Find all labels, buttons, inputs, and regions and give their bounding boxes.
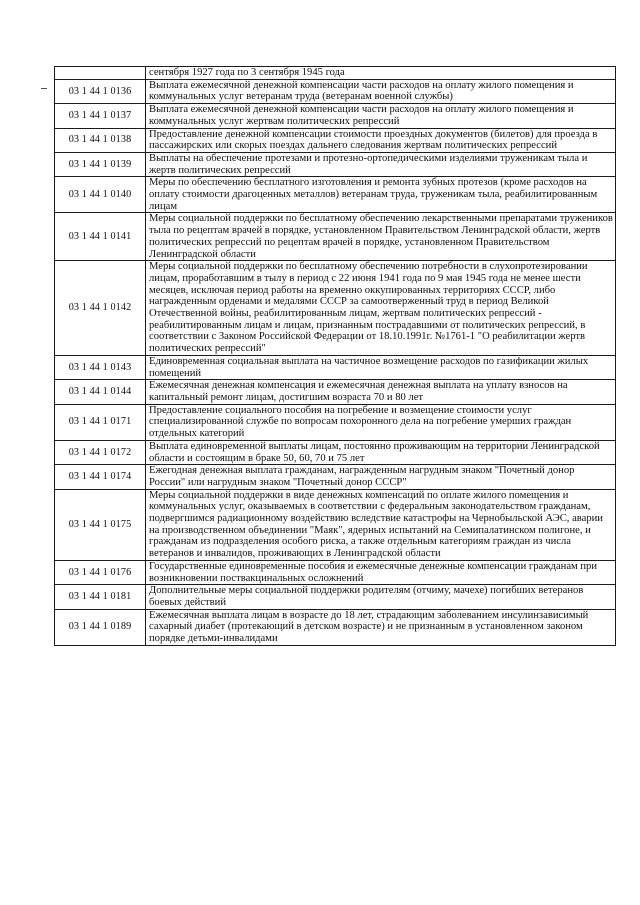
description-cell: Меры социальной поддержки по бесплатному обеспечению потребности в слухопротезировании лицам, проработавшим в тылу в период с 22 июня 1941 года по 9 мая 1945 года не менее шести месяцев, исключая период работы на временно оккупированных территориях СССР, либо награжденным орденами и медалями СССР за самоотверженный труд в период Великой Отечественной войны, реабилитированным лицам, жертвам политических репрессий - реабилитированным лицам и лицам, признанным пострадавшими от политических репрессий, в соответствии с Законом Российской Федерации от 18.10.1991г. №1761-1 "О реабилитации жертв политических репрессий" bbox=[146, 261, 616, 356]
table-row bbox=[55, 355, 616, 379]
scan-mark bbox=[41, 88, 47, 89]
table-row bbox=[55, 261, 616, 356]
code-cell: 03 1 44 1 0136 bbox=[55, 79, 146, 103]
table-row bbox=[55, 585, 616, 609]
code-cell: 03 1 44 1 0174 bbox=[55, 465, 146, 489]
description-cell: Государственные единовременные пособия и ежемесячные денежные компенсации гражданам при возникновении поствакцинальных осложнений bbox=[146, 560, 616, 584]
code-cell: 03 1 44 1 0143 bbox=[55, 355, 146, 379]
budget-code-table bbox=[54, 66, 616, 646]
code-cell bbox=[55, 67, 146, 80]
table-row bbox=[55, 440, 616, 464]
description-cell: Выплата ежемесячной денежной компенсации части расходов на оплату жилого помещения и коммунальных услуг ветеранам труда (ветеранам военной службы) bbox=[146, 79, 616, 103]
description-cell: Выплата ежемесячной денежной компенсации части расходов на оплату жилого помещения и коммунальных услуг жертвам политических репрессий bbox=[146, 104, 616, 128]
table-row bbox=[55, 465, 616, 489]
code-cell: 03 1 44 1 0142 bbox=[55, 261, 146, 356]
code-cell: 03 1 44 1 0181 bbox=[55, 585, 146, 609]
table-row bbox=[55, 79, 616, 103]
table-body bbox=[55, 67, 616, 646]
table-row bbox=[55, 404, 616, 440]
description-cell: Предоставление социального пособия на погребение и возмещение стоимости услуг специализированной службе по вопросам похоронного дела на погребение умерших граждан отдельных категорий bbox=[146, 404, 616, 440]
description-cell: Единовременная социальная выплата на частичное возмещение расходов по газификации жилых помещений bbox=[146, 355, 616, 379]
table-row bbox=[55, 213, 616, 261]
code-cell: 03 1 44 1 0144 bbox=[55, 380, 146, 404]
table-row bbox=[55, 128, 616, 152]
code-cell: 03 1 44 1 0172 bbox=[55, 440, 146, 464]
code-cell: 03 1 44 1 0171 bbox=[55, 404, 146, 440]
description-cell: Ежемесячная выплата лицам в возрасте до 18 лет, страдающим заболеванием инсулинзависимый сахарный диабет (протекающий в детском возрасте) и не признанным в установленном законом порядке детьми-инвалидами bbox=[146, 609, 616, 645]
description-cell: Предоставление денежной компенсации стоимости проездных документов (билетов) для проезда в пассажирских или скорых поездах дальнего следования жертвам политических репрессий bbox=[146, 128, 616, 152]
code-cell: 03 1 44 1 0176 bbox=[55, 560, 146, 584]
table-row bbox=[55, 609, 616, 645]
table-row bbox=[55, 489, 616, 560]
code-cell: 03 1 44 1 0189 bbox=[55, 609, 146, 645]
code-cell: 03 1 44 1 0141 bbox=[55, 213, 146, 261]
code-cell: 03 1 44 1 0140 bbox=[55, 177, 146, 213]
table-row bbox=[55, 104, 616, 128]
description-cell: Выплата единовременной выплаты лицам, постоянно проживающим на территории Ленинградской области и состоящим в браке 50, 60, 70 и 75 лет bbox=[146, 440, 616, 464]
description-cell: сентября 1927 года по 3 сентября 1945 года bbox=[146, 67, 616, 80]
table-row bbox=[55, 560, 616, 584]
code-cell: 03 1 44 1 0138 bbox=[55, 128, 146, 152]
description-cell: Ежемесячная денежная компенсация и ежемесячная денежная выплата на уплату взносов на капитальный ремонт лицам, достигшим возраста 70 и 80 лет bbox=[146, 380, 616, 404]
description-cell: Ежегодная денежная выплата гражданам, награжденным нагрудным знаком "Почетный донор России" или нагрудным знаком "Почетный донор СССР" bbox=[146, 465, 616, 489]
code-cell: 03 1 44 1 0137 bbox=[55, 104, 146, 128]
description-cell: Меры по обеспечению бесплатного изготовления и ремонта зубных протезов (кроме расходов на оплату стоимости драгоценных металлов) ветеранам труда, труженикам тыла, реабилитированным лицам bbox=[146, 177, 616, 213]
table-row bbox=[55, 380, 616, 404]
table-row bbox=[55, 177, 616, 213]
description-cell: Меры социальной поддержки в виде денежных компенсаций по оплате жилого помещения и коммунальных услуг, оказываемых в соответствии с федеральным законодательством гражданам, подвергшимся радиационному воздействию вследствие катастрофы на Чернобыльской АЭС, аварии на производственном объединении "Маяк", ядерных испытаний на Семипалатинском полигоне, и гражданам из подразделения особого риска, а также отдельным категориям граждан из числа ветеранов и инвалидов, проживающих в Ленинградской области bbox=[146, 489, 616, 560]
table-row bbox=[55, 152, 616, 176]
description-cell: Выплаты на обеспечение протезами и протезно-ортопедическими изделиями труженикам тыла и жертв политических репрессий bbox=[146, 152, 616, 176]
code-cell: 03 1 44 1 0175 bbox=[55, 489, 146, 560]
table-row bbox=[55, 67, 616, 80]
description-cell: Дополнительные меры социальной поддержки родителям (отчиму, мачехе) погибших ветеранов боевых действий bbox=[146, 585, 616, 609]
description-cell: Меры социальной поддержки по бесплатному обеспечению лекарственными препаратами тружеников тыла по рецептам врачей в порядке, установленном Правительством Ленинградской области, жертв политических репрессий по рецептам врачей в порядке, установленном Правительством Ленинградской области bbox=[146, 213, 616, 261]
code-cell: 03 1 44 1 0139 bbox=[55, 152, 146, 176]
